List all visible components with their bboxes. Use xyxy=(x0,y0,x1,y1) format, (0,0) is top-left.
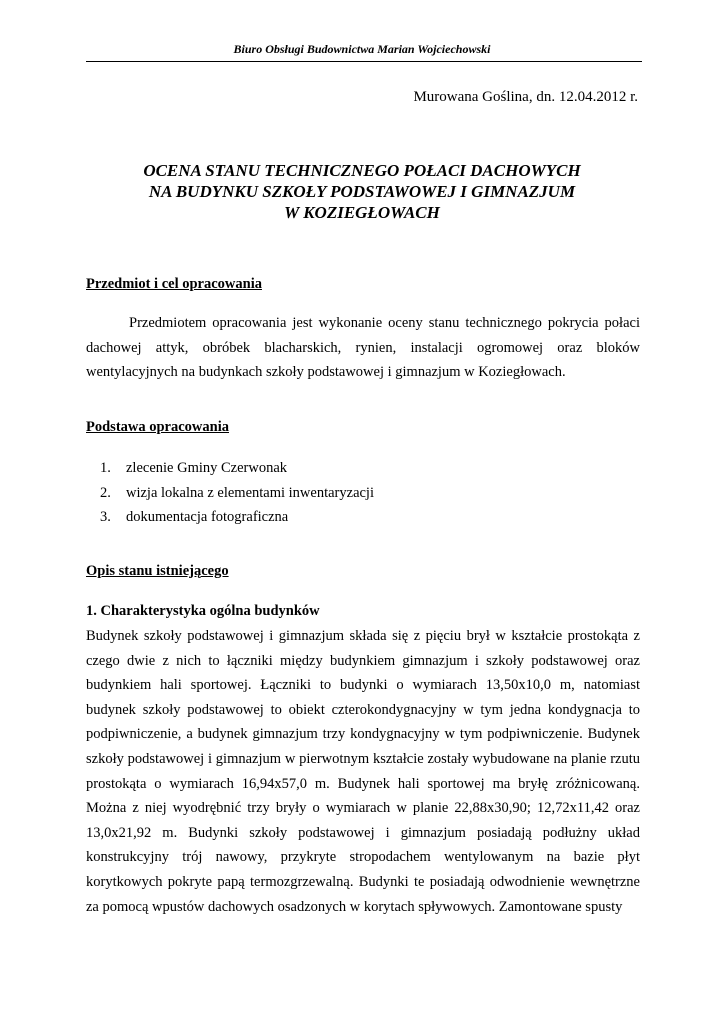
document-title xyxy=(0,160,724,223)
section-text-purpose: Przedmiotem opracowania jest wykonanie oceny stanu technicznego pokrycia połaci dachowej attyk, obróbek blacharskich, rynien, instalacji ogromowej oraz bloków wentylacyjnych na budynkach szkoły podstawowej i gimnazjum w Koziegłowach. xyxy=(86,315,640,381)
section-heading-basis: Podstawa opracowania xyxy=(86,419,229,435)
title-line-1: OCENA STANU TECHNICZNEGO POŁACI DACHOWYCH xyxy=(143,161,581,180)
subsection-heading-general: 1. Charakterystyka ogólna budynków xyxy=(86,603,320,619)
title-line-3: W KOZIEGŁOWACH xyxy=(284,203,440,222)
list-item-number: 3. xyxy=(100,509,111,525)
list-item xyxy=(102,481,374,506)
list-item xyxy=(102,456,374,481)
list-item-number: 1. xyxy=(100,460,111,476)
section-heading-existing: Opis stanu istniejącego xyxy=(86,563,229,579)
section-heading-purpose: Przedmiot i cel opracowania xyxy=(86,276,262,292)
list-item-text: zlecenie Gminy Czerwonak xyxy=(126,460,288,476)
list-item-text: wizja lokalna z elementami inwentaryzacji xyxy=(126,484,374,501)
basis-list xyxy=(102,456,374,530)
list-item-number: 2. xyxy=(100,484,111,501)
list-item xyxy=(102,505,374,530)
place-date: Murowana Goślina, dn. 12.04.2012 r. xyxy=(413,89,638,105)
header-divider xyxy=(86,61,642,62)
title-line-2: NA BUDYNKU SZKOŁY PODSTAWOWEJ I GIMNAZJUM xyxy=(148,182,576,201)
header-company: Biuro Obsługi Budownictwa Marian Wojciechowski xyxy=(233,42,491,56)
section-text-existing: Budynek szkoły podstawowej i gimnazjum składa się z pięciu brył w kształcie prostokąta z czego dwie z nich to łączniki między budynkiem gimnazjum i szkoły podstawowej oraz budynkiem hali sportowej. Łączniki to budynki o wymiarach 13,50x10,0 m, natomiast budynek szkoły podstawowej to obiekt czterokondygnacyjny w tym jedna kondygnacja to podpiwniczenie, a budynek gimnazjum trzy kondygnacyjny w tym podpiwniczenie. Budynek szkoły podstawowej i gimnazjum w pierwotnym kształcie zostały wybudowane na planie rzutu prostokąta o wymiarach 16,94x57,0 m. Budynek hali sportowej ma bryłę zróżnicowaną. Można z niej wyodrębnić trzy bryły o wymiarach w planie 22,88x30,90; 12,72x11,42 oraz 13,0x21,92 m. Budynki szkoły podstawowej i gimnazjum posiadają podłużny układ konstrukcyjny trój nawowy, przykryte stropodachem wentylowanym na bazie płyt korytkowych pokryte papą termozgrzewalną. Budynki te posiadają odwodnienie wewnętrzne za pomocą wpustów dachowych osadzonych w korytach spływowych. Zamontowane spusty xyxy=(86,628,640,915)
list-item-text: dokumentacja fotograficzna xyxy=(126,509,289,525)
